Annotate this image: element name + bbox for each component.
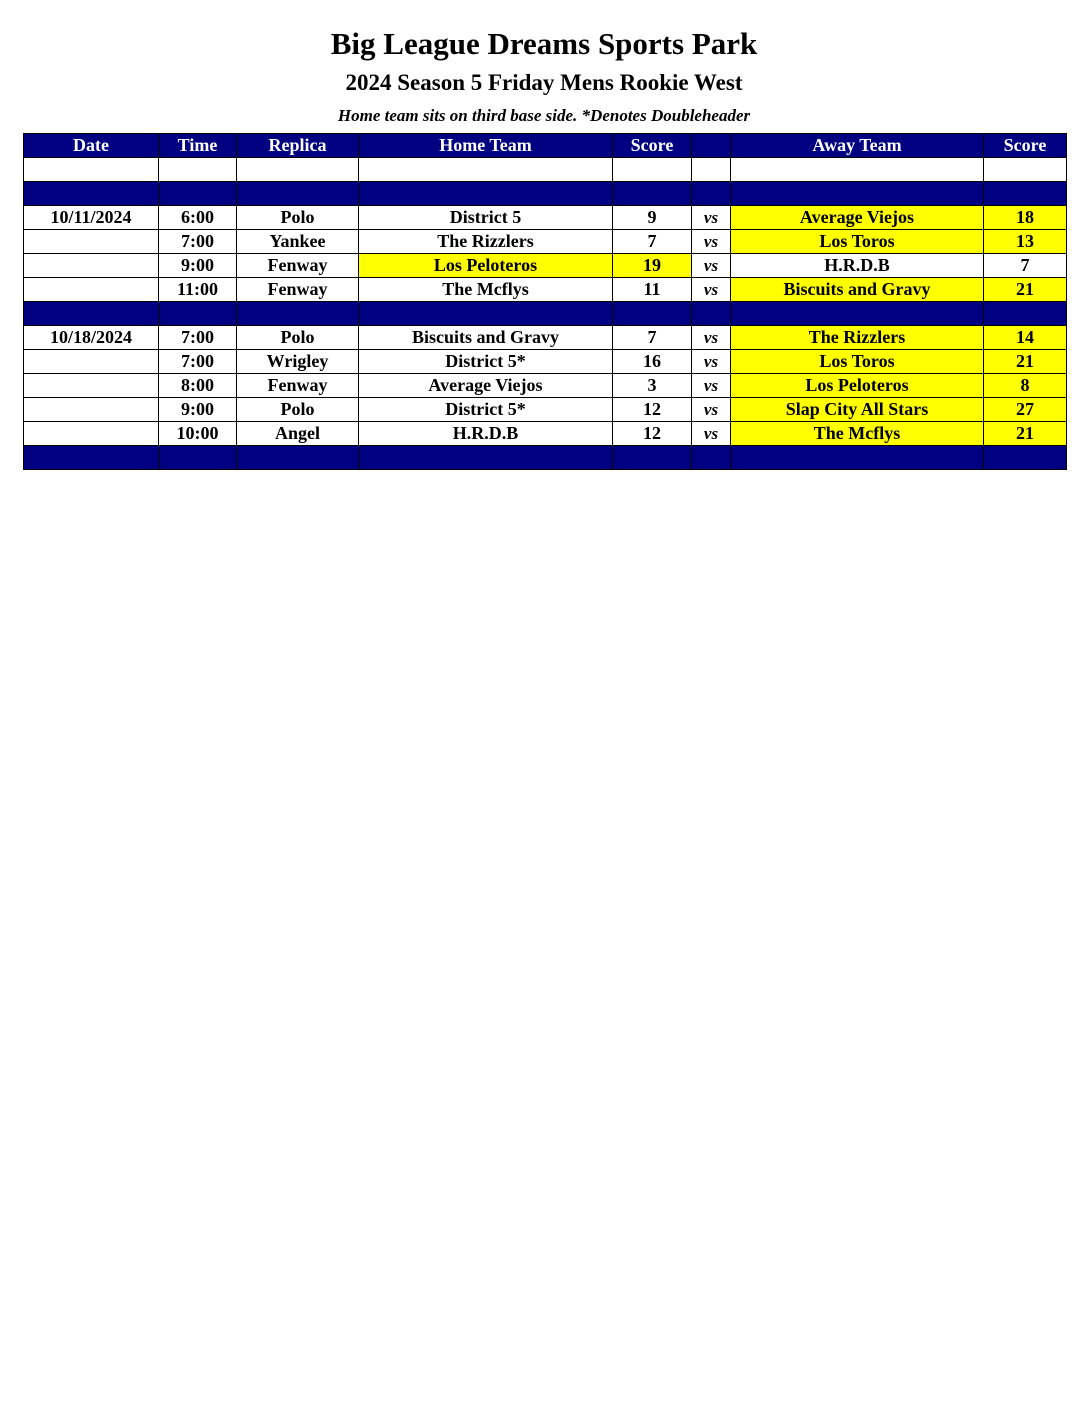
empty-cell	[24, 302, 159, 326]
empty-cell	[984, 302, 1067, 326]
empty-cell	[731, 446, 984, 470]
away-score: 21	[984, 422, 1067, 446]
game-date	[24, 422, 159, 446]
empty-cell	[731, 302, 984, 326]
empty-cell	[24, 446, 159, 470]
header-row	[24, 134, 1067, 158]
home-score: 12	[613, 398, 692, 422]
empty-cell	[613, 302, 692, 326]
home-score: 7	[613, 326, 692, 350]
game-date: 10/18/2024	[24, 326, 159, 350]
game-time: 7:00	[159, 326, 237, 350]
empty-cell	[613, 446, 692, 470]
column-header-time: Time	[159, 134, 237, 158]
game-row	[24, 230, 1067, 254]
away-score: 8	[984, 374, 1067, 398]
home-score: 12	[613, 422, 692, 446]
replica-field: Yankee	[237, 230, 359, 254]
page-title: Big League Dreams Sports Park	[330, 26, 758, 61]
away-team: Los Peloteros	[731, 374, 984, 398]
vs-label: vs	[692, 422, 731, 446]
game-date	[24, 398, 159, 422]
away-score: 21	[984, 278, 1067, 302]
empty-cell	[237, 302, 359, 326]
empty-cell	[159, 158, 237, 182]
away-score: 27	[984, 398, 1067, 422]
empty-cell	[692, 302, 731, 326]
home-team: District 5	[359, 206, 613, 230]
divider-row	[24, 446, 1067, 470]
schedule-note: Home team sits on third base side. *Denotes Doubleheader	[337, 106, 751, 125]
game-time: 9:00	[159, 254, 237, 278]
home-team: Average Viejos	[359, 374, 613, 398]
empty-cell	[159, 182, 237, 206]
empty-cell	[24, 158, 159, 182]
home-team: District 5*	[359, 350, 613, 374]
home-score: 16	[613, 350, 692, 374]
replica-field: Wrigley	[237, 350, 359, 374]
away-score: 13	[984, 230, 1067, 254]
home-score: 3	[613, 374, 692, 398]
replica-field: Polo	[237, 206, 359, 230]
empty-cell	[24, 182, 159, 206]
away-team: H.R.D.B	[731, 254, 984, 278]
away-team: The Rizzlers	[731, 326, 984, 350]
game-row	[24, 326, 1067, 350]
divider-row	[24, 302, 1067, 326]
game-row	[24, 254, 1067, 278]
vs-label: vs	[692, 326, 731, 350]
away-team: Slap City All Stars	[731, 398, 984, 422]
game-date	[24, 254, 159, 278]
home-team: The Rizzlers	[359, 230, 613, 254]
away-team: Biscuits and Gravy	[731, 278, 984, 302]
replica-field: Fenway	[237, 374, 359, 398]
column-header-away-score: Score	[984, 134, 1067, 158]
home-team: Biscuits and Gravy	[359, 326, 613, 350]
schedule-table	[23, 133, 1067, 470]
empty-cell	[692, 158, 731, 182]
game-date: 10/11/2024	[24, 206, 159, 230]
game-date	[24, 230, 159, 254]
replica-field: Angel	[237, 422, 359, 446]
home-score: 19	[613, 254, 692, 278]
home-score: 11	[613, 278, 692, 302]
away-team: Los Toros	[731, 350, 984, 374]
away-team: Los Toros	[731, 230, 984, 254]
game-row	[24, 350, 1067, 374]
away-team: The Mcflys	[731, 422, 984, 446]
empty-cell	[237, 446, 359, 470]
home-team: District 5*	[359, 398, 613, 422]
empty-cell	[237, 182, 359, 206]
empty-cell	[613, 158, 692, 182]
column-header-home-team: Home Team	[359, 134, 613, 158]
game-time: 6:00	[159, 206, 237, 230]
game-time: 8:00	[159, 374, 237, 398]
empty-cell	[984, 158, 1067, 182]
home-score: 9	[613, 206, 692, 230]
game-time: 11:00	[159, 278, 237, 302]
column-header-date: Date	[24, 134, 159, 158]
game-date	[24, 350, 159, 374]
away-score: 18	[984, 206, 1067, 230]
empty-cell	[984, 446, 1067, 470]
game-time: 10:00	[159, 422, 237, 446]
game-date	[24, 278, 159, 302]
replica-field: Fenway	[237, 278, 359, 302]
game-date	[24, 374, 159, 398]
replica-field: Polo	[237, 398, 359, 422]
replica-field: Polo	[237, 326, 359, 350]
blank-row	[24, 158, 1067, 182]
vs-label: vs	[692, 350, 731, 374]
column-header-replica: Replica	[237, 134, 359, 158]
vs-label: vs	[692, 398, 731, 422]
vs-label: vs	[692, 374, 731, 398]
vs-label: vs	[692, 278, 731, 302]
replica-field: Fenway	[237, 254, 359, 278]
game-row	[24, 398, 1067, 422]
away-score: 14	[984, 326, 1067, 350]
home-score: 7	[613, 230, 692, 254]
empty-cell	[692, 446, 731, 470]
empty-cell	[692, 182, 731, 206]
vs-label: vs	[692, 254, 731, 278]
empty-cell	[359, 158, 613, 182]
game-row	[24, 206, 1067, 230]
game-row	[24, 422, 1067, 446]
divider-row	[24, 182, 1067, 206]
empty-cell	[731, 158, 984, 182]
game-time: 9:00	[159, 398, 237, 422]
home-team: H.R.D.B	[359, 422, 613, 446]
game-time: 7:00	[159, 230, 237, 254]
empty-cell	[359, 302, 613, 326]
away-score: 21	[984, 350, 1067, 374]
column-header-away-team: Away Team	[731, 134, 984, 158]
empty-cell	[159, 302, 237, 326]
empty-cell	[237, 158, 359, 182]
empty-cell	[359, 446, 613, 470]
vs-label: vs	[692, 206, 731, 230]
away-team: Average Viejos	[731, 206, 984, 230]
schedule-body	[24, 158, 1067, 470]
empty-cell	[984, 182, 1067, 206]
home-team: Los Peloteros	[359, 254, 613, 278]
away-score: 7	[984, 254, 1067, 278]
game-row	[24, 278, 1067, 302]
home-team: The Mcflys	[359, 278, 613, 302]
page-subtitle: 2024 Season 5 Friday Mens Rookie West	[345, 70, 743, 95]
empty-cell	[359, 182, 613, 206]
empty-cell	[159, 446, 237, 470]
vs-label: vs	[692, 230, 731, 254]
game-row	[24, 374, 1067, 398]
column-header-home-score: Score	[613, 134, 692, 158]
empty-cell	[613, 182, 692, 206]
empty-cell	[731, 182, 984, 206]
game-time: 7:00	[159, 350, 237, 374]
column-header-vs	[692, 134, 731, 158]
